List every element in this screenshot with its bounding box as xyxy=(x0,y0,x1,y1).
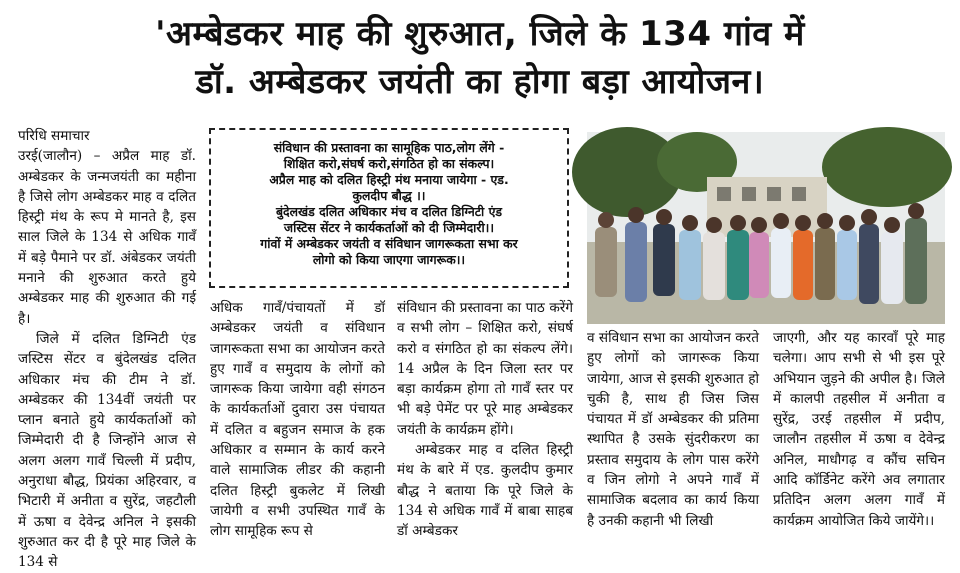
article-paragraph-1: उरई(जालौन) – अप्रैल माह डॉ. अम्बेडकर के जन्मजयंती का महीना है जिसे लोग अम्बेडकर माह व दलित हिस्ट्री मंथ के रूप मे मानते है, इस साल जिले के 134 से अधिक गावँ में बड़े पैमाने पर डॉ. अंबेडकर जयंती मनाने की शुरुआत करते हुये अम्बेडकर माह की शुरुआत की गई है। xyxy=(18,148,196,327)
group-photo xyxy=(587,132,945,324)
article-column-1 xyxy=(18,126,196,571)
article-text: जाएगी, और यह कारवाँ पूरे माह चलेगा। आप सभी से भी इस पूरे अभियान जुड़ने की अपील है। जिले में कालपी तहसील में अनीता व सुरेंद्र, उरई तहसील में प्रदीप, जालौन तहसील में ऊषा व देवेन्द्र अनिल, माधौगढ़ व कौंच सचिन आदि कॉर्डिनेट करेंगे अव लगातार प्रतिदिन अलग अलग गावँ में कार्यक्रम आयोजित किये जायेंगे।। xyxy=(773,330,945,529)
highlight-line: कुलदीप बौद्ध ।। xyxy=(352,188,426,203)
article-text: व संविधान सभा का आयोजन करते हुए लोगों को जागरूक किया जायेगा, आज से इसकी शुरुआत हो चुकी है, साथ ही जिस जिस पंचायत में डॉ अम्बेडकर की प्रतिमा स्थापित है उसके सुंदरीकरण का प्रस्ताव समुदाय के लोग पास करेंगे व जिन लोगो ने अपने गावँ में सामाजिक बदलाव का कार्य किया है उनकी कहानी भी लिखी xyxy=(587,330,759,529)
article-paragraph-2: जिले में दलित डिग्निटी एंड जस्टिस सेंटर व बुंदेलखंड दलित अधिकार मंच की टीम ने डॉ. अम्बेडकर की 134वीं जयंती पर प्लान बनाते हुये कार्यकर्ताओं को जिम्मेदारी दी है जिन्होंने आज से अलग अलग गावँ चिल्ली में प्रदीप, अनुराधा बौद्ध, प्रियंका अहिरवार, व भिटारी में अनीता व सुरेंद्र, जहटौली में ऊषा व देवेन्द्र अनिल ने इसकी शुरुआत कर दी है पूरे माह जिले के 134 से xyxy=(18,330,196,571)
article-column-5 xyxy=(773,328,945,554)
article-text: अधिक गावँ/पंचायतों में डॉ अम्बेडकर जयंती व संविधान जागरूकता सभा का आयोजन करते हुए गावँ व समुदाय के लोगों को जागरूक किया जायेगा वही संगठन के कार्यकर्ताओं दुवारा उस पंचायत में दलित व बहुजन समाज के हक अधिकार व सम्मान के कार्य करने वाले सामाजिक लीडर की कहानी दलित हिस्ट्री बुकलेट में लिखी जायेगी व सभी उपस्थित गावँ के लोग सामूहिक रूप से xyxy=(210,300,385,540)
highlight-line: संविधान की प्रस्तावना का सामूहिक पाठ,लोग लेंगे - xyxy=(273,140,505,155)
highlight-line: बुंदेलखंड दलित अधिकार मंच व दलित डिग्निटी एंड xyxy=(275,204,503,219)
highlight-line: गांवों में अम्बेडकर जयंती व संविधान जागरूकता सभा कर xyxy=(260,236,518,251)
headline-line-1: 'अम्बेडकर माह की शुरुआत, जिले के 134 गांव में xyxy=(155,14,805,54)
group-photo-illustration xyxy=(587,132,945,324)
article-column-3 xyxy=(397,298,573,554)
article-text: अम्बेडकर माह व दलित हिस्ट्री मंथ के बारे में एड. कुलदीप कुमार बौद्ध ने बताया कि पूरे जिले के 134 से अधिक गावँ में बाबा साहब डॉ अम्बेडकर xyxy=(397,442,573,540)
article-column-4 xyxy=(587,328,759,554)
highlight-box xyxy=(209,128,569,288)
highlight-line: शिक्षित करो,संघर्ष करो,संगठित हो का संकल्प। xyxy=(283,156,495,171)
byline: परिधि समाचार xyxy=(18,128,90,144)
headline xyxy=(0,0,960,122)
highlight-line: लोगो को किया जाएगा जागरूक।। xyxy=(312,252,466,267)
headline-line-2: डॉ. अम्बेडकर जयंती का होगा बड़ा आयोजन। xyxy=(195,62,765,102)
highlight-line: अप्रैल माह को दलित हिस्ट्री मंथ मनाया जायेगा - एड. xyxy=(269,172,509,187)
article-text: संविधान की प्रस्तावना का पाठ करेंगे व सभी लोग – शिक्षित करो, संघर्ष करो व संगठित हो का संकल्प लेंगे। 14 अप्रैल के दिन जिला स्तर पर बड़ा कार्यक्रम होगा तो गावँ स्तर पर भी बड़े पेमेंट पर पूरे माह अम्बेडकर जयंती के कार्यक्रम होंगे। xyxy=(397,300,573,438)
article-column-2 xyxy=(210,298,385,554)
highlight-line: जस्टिस सेंटर ने कार्यकर्ताओं को दी जिम्मेदारी।। xyxy=(283,220,495,235)
